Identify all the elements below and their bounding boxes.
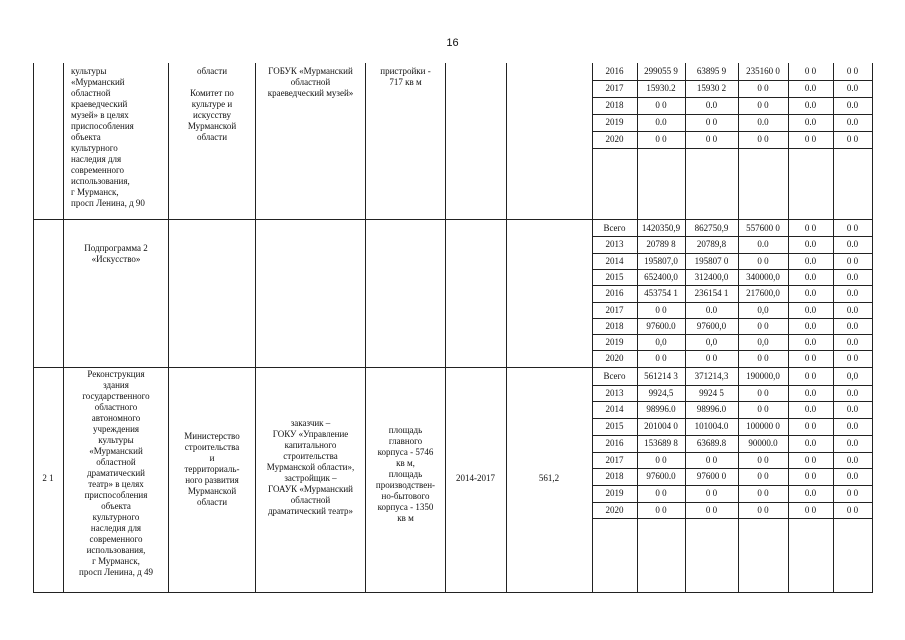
amount-cell: 0 0 bbox=[705, 454, 718, 465]
amount-cell: 0,0 bbox=[705, 337, 718, 348]
year-label: 2020 bbox=[605, 134, 624, 144]
amount-cell: 0 0 bbox=[846, 223, 859, 233]
amount-cell: 0 0 bbox=[804, 66, 817, 76]
amount-cell: 0 0 bbox=[705, 134, 718, 144]
capacity: пристройки - 717 кв м bbox=[380, 66, 431, 87]
year-row-line bbox=[592, 401, 872, 402]
amount-cell: 862750,9 bbox=[694, 223, 729, 233]
amount-cell: 90000.0 bbox=[748, 437, 778, 448]
year-row-line bbox=[592, 236, 872, 237]
year-label: 2018 bbox=[605, 471, 624, 482]
year-row-line bbox=[592, 418, 872, 419]
amount-cell: 235160 0 bbox=[746, 66, 780, 76]
amount-cell: 63689.8 bbox=[696, 437, 727, 448]
amount-cell: 0.0 bbox=[804, 487, 817, 498]
object-name: культуры «Мурманский областной краеведческий музей» в целях приспособления объекта культурного наследия для современного использования, г Мурманск, просп Ленина, д 90 bbox=[71, 66, 145, 208]
year-label: Всего bbox=[603, 223, 626, 233]
year-label: 2015 bbox=[605, 271, 624, 282]
year-row-line bbox=[592, 253, 872, 254]
amount-cell: 0 0 bbox=[757, 100, 769, 110]
amount-cell: 0 0 bbox=[757, 404, 769, 415]
year-label: 2016 bbox=[605, 288, 624, 299]
amount-cell: 0 0 bbox=[846, 134, 859, 144]
amount-cell: 0 0 bbox=[655, 353, 667, 364]
amount-cell: 0.0 bbox=[804, 271, 817, 282]
year-row-line bbox=[592, 269, 872, 270]
year-row-line bbox=[592, 334, 872, 335]
amount-cell: 0,0 bbox=[655, 337, 667, 348]
year-row-line bbox=[592, 131, 872, 132]
amount-cell: 0.0 bbox=[757, 239, 769, 250]
amount-cell: 0 0 bbox=[804, 371, 817, 381]
amount-cell: 0 0 bbox=[757, 320, 769, 331]
amount-cell: 0 0 bbox=[705, 487, 718, 498]
amount-cell: 0.0 bbox=[804, 387, 817, 398]
year-row-line bbox=[592, 435, 872, 436]
amount-cell: 0 0 bbox=[757, 471, 769, 482]
amount-cell: 0 0 bbox=[804, 471, 817, 482]
amount-cell: 0 0 bbox=[655, 100, 667, 110]
amount-cell: 0.0 bbox=[846, 471, 859, 482]
amount-cell: 0 0 bbox=[804, 421, 817, 432]
amount-cell: 195807 0 bbox=[694, 255, 729, 266]
subprogram-title: Подпрограмма 2 «Искусство» bbox=[84, 243, 148, 264]
amount-cell: 0.0 bbox=[846, 454, 859, 465]
amount-cell: 97600,0 bbox=[696, 320, 727, 331]
amount-cell: 0 0 bbox=[757, 255, 769, 266]
col-line bbox=[445, 63, 446, 593]
amount-cell: 0.0 bbox=[804, 437, 817, 448]
year-row-line bbox=[592, 350, 872, 351]
amount-cell: 9924,5 bbox=[648, 387, 674, 398]
amount-cell: 1420350,9 bbox=[641, 223, 681, 233]
year-row-line bbox=[592, 485, 872, 486]
amount-cell: 0.0 bbox=[846, 437, 859, 448]
section-line bbox=[33, 219, 873, 220]
year-row-line bbox=[592, 302, 872, 303]
amount-cell: 0.0 bbox=[846, 320, 859, 331]
responsible-body: области Комитет по культуре и искусству Мурманской области bbox=[187, 66, 237, 142]
amount-cell: 15930 2 bbox=[696, 83, 727, 93]
amount-cell: 0,0 bbox=[757, 337, 769, 348]
amount-cell: 0.0 bbox=[655, 117, 667, 127]
responsible-body: Министерство строительства и территориаль- ного развития Мурманской области bbox=[184, 431, 240, 507]
amount-cell: 0.0 bbox=[804, 100, 817, 110]
amount-cell: 97600.0 bbox=[646, 320, 676, 331]
year-label: 2017 bbox=[605, 304, 624, 315]
amount-cell: 0.0 bbox=[804, 239, 817, 250]
amount-cell: 0.0 bbox=[804, 117, 817, 127]
amount-cell: 0.0 bbox=[846, 304, 859, 315]
amount-cell: 0.0 bbox=[804, 337, 817, 348]
col-line bbox=[63, 63, 64, 593]
amount-cell: 0.0 bbox=[804, 83, 817, 93]
amount-cell: 20789 8 bbox=[646, 239, 676, 250]
year-row-line bbox=[592, 318, 872, 319]
year-row-line bbox=[592, 468, 872, 469]
year-label: 2015 bbox=[605, 421, 624, 432]
amount-cell: 0 0 bbox=[804, 134, 817, 144]
col-line bbox=[365, 63, 366, 593]
year-row-line bbox=[592, 285, 872, 286]
year-label: 2018 bbox=[605, 320, 624, 331]
amount-cell: 217600,0 bbox=[746, 288, 780, 299]
amount-cell: 0.0 bbox=[804, 320, 817, 331]
amount-cell: 453754 1 bbox=[644, 288, 678, 299]
amount-cell: 63895 9 bbox=[696, 66, 727, 76]
amount-cell: 312400,0 bbox=[694, 271, 729, 282]
amount-cell: 0.0 bbox=[804, 288, 817, 299]
amount-cell: 0 0 bbox=[655, 134, 667, 144]
object-name: Реконструкция здания государственного областного автономного учреждения культуры «Мурманский областной драматический театр» в целях приспособления объекта культурного наследия для современного использования, г Мурманск, просп Ленина, д 49 bbox=[79, 369, 153, 577]
amount-cell: 0.0 bbox=[757, 117, 769, 127]
year-row-line bbox=[592, 518, 872, 519]
amount-cell: 0 0 bbox=[705, 117, 718, 127]
budget-table bbox=[33, 63, 873, 593]
amount-cell: 0 0 bbox=[757, 387, 769, 398]
amount-cell: 98996.0 bbox=[696, 404, 727, 415]
amount-cell: 195807,0 bbox=[644, 255, 678, 266]
amount-cell: 0 0 bbox=[804, 223, 817, 233]
year-label: 2014 bbox=[605, 255, 624, 266]
col-line bbox=[506, 63, 507, 593]
year-row-line bbox=[592, 367, 872, 368]
amount-cell: 0 0 bbox=[757, 83, 769, 93]
amount-cell: 557600 0 bbox=[746, 223, 780, 233]
year-label: 2017 bbox=[605, 83, 624, 93]
amount-cell: 652400,0 bbox=[644, 271, 678, 282]
year-label: 2020 bbox=[605, 504, 624, 515]
amount-cell: 0.0 bbox=[846, 239, 859, 250]
amount-cell: 0,0 bbox=[757, 304, 769, 315]
amount-cell: 153689 8 bbox=[644, 437, 678, 448]
year-row-line bbox=[592, 148, 872, 149]
year-label: 2019 bbox=[605, 337, 624, 348]
year-label: 2019 bbox=[605, 487, 624, 498]
customer: заказчик – ГОКУ «Управление капитального строительства Мурманской области», застройщик – ГОАУК «Мурманский областной драматический театр» bbox=[266, 418, 355, 516]
year-label: 2013 bbox=[605, 387, 624, 398]
amount-cell: 0.0 bbox=[846, 337, 859, 348]
year-label: 2017 bbox=[605, 454, 624, 465]
year-label: Всего bbox=[603, 371, 626, 381]
amount-cell: 340000,0 bbox=[746, 271, 780, 282]
amount-cell: 0 0 bbox=[705, 504, 718, 515]
year-row-line bbox=[592, 114, 872, 115]
col-line bbox=[255, 63, 256, 593]
amount-cell: 0.0 bbox=[846, 117, 859, 127]
year-row-line bbox=[592, 452, 872, 453]
cost: 561,2 bbox=[538, 473, 560, 483]
amount-cell: 0 0 bbox=[757, 454, 769, 465]
col-line bbox=[33, 63, 34, 593]
amount-cell: 0 0 bbox=[846, 504, 859, 515]
period: 2014-2017 bbox=[456, 473, 495, 483]
year-row-line bbox=[592, 385, 872, 386]
customer: ГОБУК «Мурманский областной краеведческий музей» bbox=[267, 66, 354, 98]
amount-cell: 371214,3 bbox=[694, 371, 729, 381]
amount-cell: 201004 0 bbox=[644, 421, 678, 432]
amount-cell: 0 0 bbox=[705, 353, 718, 364]
year-label: 2013 bbox=[605, 239, 624, 250]
amount-cell: 561214 3 bbox=[644, 371, 678, 381]
section-line bbox=[33, 592, 873, 593]
year-row-line bbox=[592, 80, 872, 81]
amount-cell: 0.0 bbox=[846, 100, 859, 110]
amount-cell: 0 0 bbox=[757, 504, 769, 515]
amount-cell: 0 0 bbox=[846, 487, 859, 498]
page-number: 16 bbox=[446, 37, 459, 49]
amount-cell: 0.0 bbox=[705, 304, 718, 315]
year-row-line bbox=[592, 97, 872, 98]
amount-cell: 0.0 bbox=[846, 404, 859, 415]
year-row-line bbox=[592, 502, 872, 503]
amount-cell: 0,0 bbox=[846, 371, 859, 381]
amount-cell: 0.0 bbox=[846, 421, 859, 432]
amount-cell: 101004.0 bbox=[694, 421, 729, 432]
row-number: 2 1 bbox=[42, 473, 54, 483]
amount-cell: 0 0 bbox=[804, 353, 817, 364]
amount-cell: 236154 1 bbox=[694, 288, 729, 299]
amount-cell: 0 0 bbox=[655, 304, 667, 315]
amount-cell: 98996.0 bbox=[646, 404, 676, 415]
amount-cell: 0.0 bbox=[846, 288, 859, 299]
amount-cell: 20789,8 bbox=[696, 239, 727, 250]
amount-cell: 0 0 bbox=[757, 134, 769, 144]
amount-cell: 0.0 bbox=[804, 304, 817, 315]
amount-cell: 100000 0 bbox=[746, 421, 780, 432]
col-line bbox=[872, 63, 873, 593]
amount-cell: 0.0 bbox=[804, 404, 817, 415]
amount-cell: 0.0 bbox=[846, 387, 859, 398]
amount-cell: 0 0 bbox=[655, 454, 667, 465]
year-label: 2020 bbox=[605, 353, 624, 364]
amount-cell: 0.0 bbox=[846, 83, 859, 93]
amount-cell: 0 0 bbox=[804, 504, 817, 515]
year-label: 2018 bbox=[605, 100, 624, 110]
amount-cell: 190000,0 bbox=[746, 371, 780, 381]
amount-cell: 0 0 bbox=[846, 255, 859, 266]
amount-cell: 0 0 bbox=[655, 487, 667, 498]
amount-cell: 0 0 bbox=[655, 504, 667, 515]
amount-cell: 299055 9 bbox=[644, 66, 678, 76]
amount-cell: 15930.2 bbox=[646, 83, 676, 93]
amount-cell: 9924 5 bbox=[699, 387, 724, 398]
amount-cell: 0 0 bbox=[757, 353, 769, 364]
capacity: площадь главного корпуса - 5746 кв м, площадь производствен- но-бытового корпуса - 1350 кв м bbox=[375, 425, 436, 523]
year-label: 2016 bbox=[605, 437, 624, 448]
year-label: 2014 bbox=[605, 404, 624, 415]
amount-cell: 0.0 bbox=[804, 255, 817, 266]
amount-cell: 0.0 bbox=[846, 271, 859, 282]
amount-cell: 97600 0 bbox=[696, 471, 727, 482]
amount-cell: 0 0 bbox=[757, 487, 769, 498]
amount-cell: 97600.0 bbox=[646, 471, 676, 482]
amount-cell: 0 0 bbox=[846, 66, 859, 76]
year-label: 2019 bbox=[605, 117, 624, 127]
amount-cell: 0 0 bbox=[804, 454, 817, 465]
amount-cell: 0.0 bbox=[705, 100, 718, 110]
amount-cell: 0 0 bbox=[846, 353, 859, 364]
year-label: 2016 bbox=[605, 66, 624, 76]
